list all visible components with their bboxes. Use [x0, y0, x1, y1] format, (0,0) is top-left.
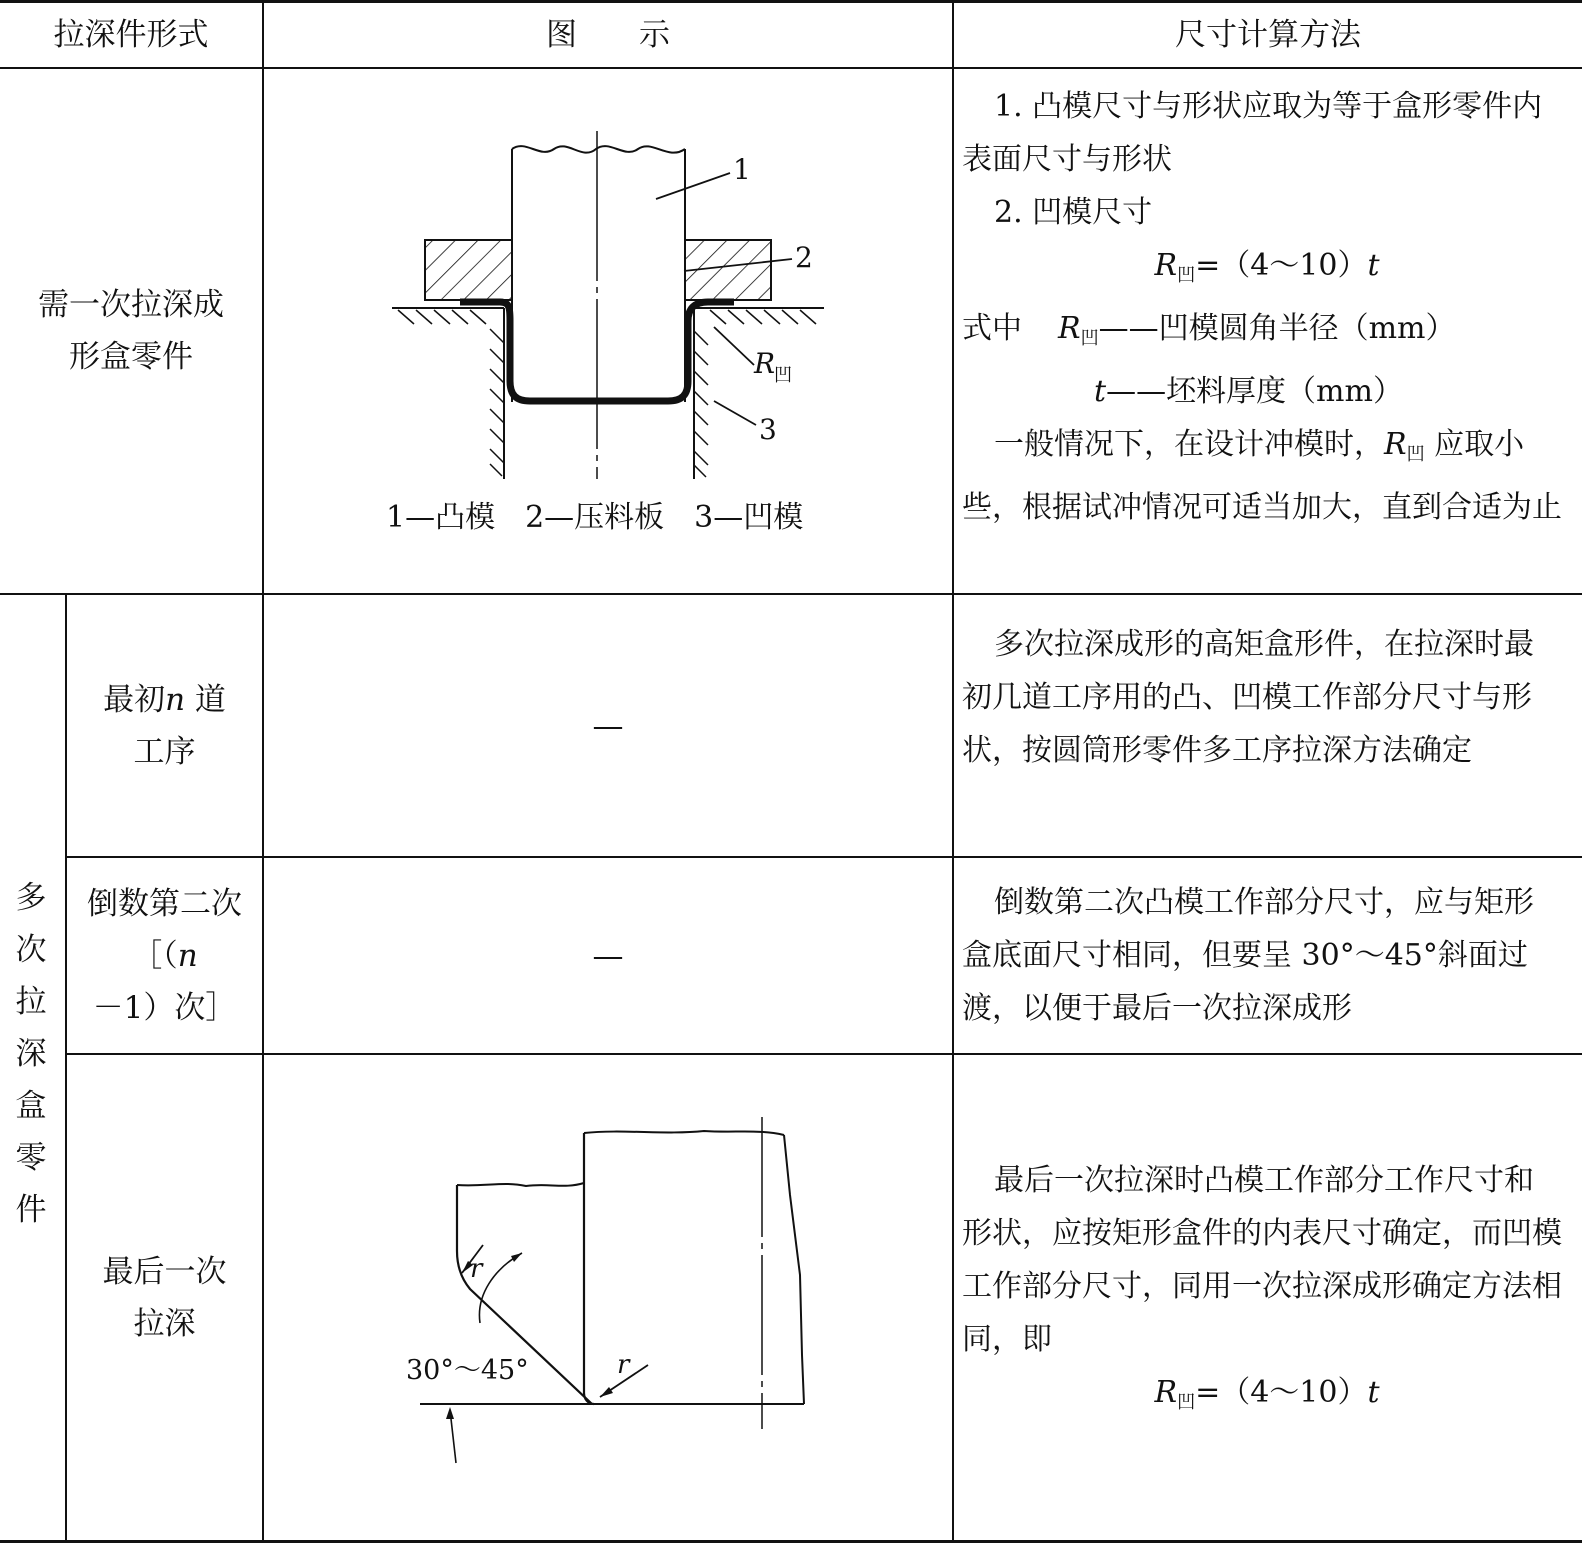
row1-form-cell — [0, 69, 262, 593]
row1-form-line2: 形盒零件 — [69, 339, 193, 375]
row4-method-text: 最后一次拉深时凸模工作部分工作尺寸和形状，应按矩形盒件的内表尺寸确定，而凹模工作部分尺寸，同用一次拉深成形确定方法相同，即 — [962, 1163, 1562, 1357]
label-3: 3 — [759, 413, 777, 446]
row4-figure-cell — [264, 1055, 952, 1540]
row2-form-cell: 最初n 道 工序 — [103, 681, 226, 770]
label-r1: r — [470, 1254, 483, 1284]
header-figure: 图 示 — [546, 16, 670, 53]
header-form: 拉深件形式 — [53, 16, 209, 53]
col-divider-2 — [952, 0, 954, 1543]
method-p3: 一般情况下，在设计冲模时，$R_凹$ 应取小些，根据试冲情况可适当加大，直到合适为止 — [962, 427, 1562, 525]
punch-shape — [512, 146, 685, 402]
row2-figure-cell: — — [592, 707, 624, 744]
method-def2: t——坯料厚度（mm） — [1094, 374, 1403, 409]
row3-figure-cell: — — [592, 937, 624, 974]
row1-figure-cell — [264, 69, 952, 593]
final-draw-punch-diagram — [264, 1055, 952, 1540]
header-method: 尺寸计算方法 — [1175, 16, 1361, 53]
method-p2: 2. 凹模尺寸 — [994, 195, 1153, 230]
row2-method-cell: 多次拉深成形的高矩盒形件，在拉深时最初几道工序用的凸、凹模工作部分尺寸与形状，按圆筒形零件多工序拉深方法确定 — [962, 627, 1534, 768]
method-p1: 1. 凸模尺寸与形状应取为等于盒形零件内表面尺寸与形状 — [962, 89, 1543, 177]
die-hatching — [398, 310, 816, 477]
label-r-die: R — [754, 347, 776, 380]
figure1-caption: 1—凸模 2—压料板 3—凹模 — [386, 500, 804, 535]
label-angle: 30°～45° — [406, 1355, 529, 1386]
row3-method-cell: 倒数第二次凸模工作部分尺寸，应与矩形盒底面尺寸相同，但要呈 30°～45°斜面过渡，以便于最后一次拉深成形 — [962, 885, 1534, 1026]
row4-method-cell — [962, 1154, 1562, 1429]
label-2: 2 — [795, 241, 813, 274]
row1-method-cell — [962, 80, 1562, 534]
row4-formula: $R_凹=(4\sim 10)t$ — [1154, 1375, 1380, 1413]
label-r-die-sub: 凹 — [774, 365, 792, 386]
row1-form-line1: 需一次拉深成 — [38, 287, 224, 323]
label-1: 1 — [733, 153, 751, 186]
method-def1: 式中 $R_凹——$凹模圆角半径（mm） — [962, 311, 1456, 349]
final-punch-profile — [584, 1133, 594, 1404]
single-draw-die-diagram — [264, 69, 952, 593]
row3-form-cell: 倒数第二次 ［（n－1）次］ — [87, 885, 242, 1026]
group-label: 多 次 拉 深 盒 零 件 — [15, 880, 47, 1228]
method-formula1: $R_凹=(4\sim 10)t$ — [1154, 248, 1380, 286]
row4-form-cell: 最后一次 拉深 — [102, 1253, 227, 1342]
blank-holder-left — [425, 240, 512, 300]
label-r2: r — [617, 1350, 630, 1380]
